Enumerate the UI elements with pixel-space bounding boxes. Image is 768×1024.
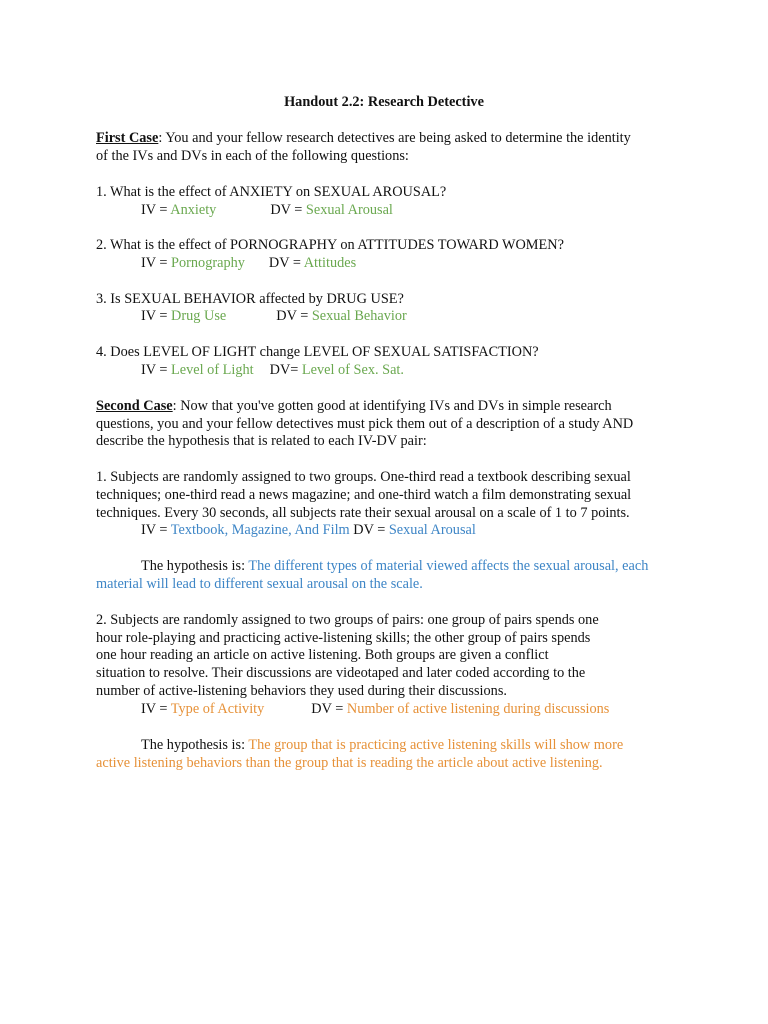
study-2-line-1: 2. Subjects are randomly assigned to two groups of pairs: one group of pairs spends one <box>96 612 599 628</box>
dv-answer: Attitudes <box>303 255 357 271</box>
study-1-hypothesis-line-1 <box>96 557 648 575</box>
first-case-intro-text: : You and your fellow research detectives are being asked to determine the identity <box>158 130 631 146</box>
study-1-line-1: 1. Subjects are randomly assigned to two groups. One-third read a textbook describing sexual <box>96 469 631 485</box>
hypothesis-label: The hypothesis is: <box>141 558 249 574</box>
study-1-line-3: techniques. Every 30 seconds, all subjects rate their sexual arousal on a scale of 1 to 7 points. <box>96 505 630 521</box>
study-2-line-4: situation to resolve. Their discussions are videotaped and later coded according to the <box>96 665 586 681</box>
dv-answer: Level of Sex. Sat. <box>301 362 404 378</box>
hypothesis-answer: The different types of material viewed affects the sexual arousal, each <box>248 558 649 574</box>
iv-answer: Type of Activity <box>170 701 265 717</box>
iv-label: IV = <box>141 255 172 271</box>
first-case-intro-line-1 <box>96 129 631 147</box>
question-4-answer <box>96 361 404 379</box>
first-case-intro-line-2: of the IVs and DVs in each of the following questions: <box>96 148 409 164</box>
dv-answer: Sexual Arousal <box>388 522 476 538</box>
iv-answer: Level of Light <box>171 362 254 378</box>
question-3: 3. Is SEXUAL BEHAVIOR affected by DRUG USE? <box>96 291 404 307</box>
study-1-hypothesis-line-2: material will lead to different sexual arousal on the scale. <box>96 576 423 592</box>
page-title: Handout 2.2: Research Detective <box>284 94 484 110</box>
iv-label: IV = <box>141 308 172 324</box>
question-4: 4. Does LEVEL OF LIGHT change LEVEL OF SEXUAL SATISFACTION? <box>96 344 539 360</box>
dv-answer: Number of active listening during discussions <box>346 701 610 717</box>
hypothesis-answer: The group that is practicing active listening skills will show more <box>248 737 624 753</box>
question-2-answer <box>96 254 356 272</box>
dv-answer: Sexual Behavior <box>311 308 407 324</box>
study-2-hypothesis-line-1 <box>96 736 623 754</box>
study-2-line-3: one hour reading an article on active listening. Both groups are given a conflict <box>96 647 549 663</box>
iv-label: IV = <box>141 362 172 378</box>
question-2: 2. What is the effect of PORNOGRAPHY on ATTITUDES TOWARD WOMEN? <box>96 237 564 253</box>
study-1-line-2: techniques; one-third read a news magazine; and one-third watch a film demonstrating sexual <box>96 487 632 503</box>
study-1-answer <box>96 521 476 539</box>
study-2-answer <box>96 700 609 718</box>
study-2-hypothesis-line-2: active listening behaviors than the group that is reading the article about active listening. <box>96 755 603 771</box>
dv-label: DV = <box>311 701 347 717</box>
iv-label: IV = <box>141 522 171 538</box>
dv-label: DV = <box>270 202 306 218</box>
iv-label: IV = <box>141 202 171 218</box>
dv-label: DV = <box>349 522 389 538</box>
iv-answer: Drug Use <box>171 308 227 324</box>
iv-label: IV = <box>141 701 171 717</box>
hypothesis-label: The hypothesis is: <box>141 737 249 753</box>
question-1-answer <box>96 201 393 219</box>
second-case-intro-line-3: describe the hypothesis that is related to each IV-DV pair: <box>96 433 427 449</box>
question-1: 1. What is the effect of ANXIETY on SEXUAL AROUSAL? <box>96 184 447 200</box>
study-2-line-5: number of active-listening behaviors they used during their discussions. <box>96 683 507 699</box>
study-2-line-2: hour role-playing and practicing active-listening skills; the other group of pairs spends <box>96 630 591 646</box>
first-case-label: First Case <box>96 130 159 146</box>
iv-answer: Anxiety <box>170 202 217 218</box>
dv-label: DV= <box>269 362 302 378</box>
dv-label: DV = <box>276 308 312 324</box>
second-case-intro-line-2: questions, you and your fellow detectives must pick them out of a description of a study AND <box>96 416 634 432</box>
iv-answer: Textbook, Magazine, And Film <box>170 522 350 538</box>
iv-answer: Pornography <box>171 255 245 271</box>
dv-answer: Sexual Arousal <box>305 202 393 218</box>
second-case-intro-text: : Now that you've gotten good at identifying IVs and DVs in simple research <box>172 398 612 414</box>
second-case-intro-line-1 <box>96 397 612 415</box>
second-case-label: Second Case <box>96 398 173 414</box>
question-3-answer <box>96 307 407 325</box>
dv-label: DV = <box>268 255 304 271</box>
